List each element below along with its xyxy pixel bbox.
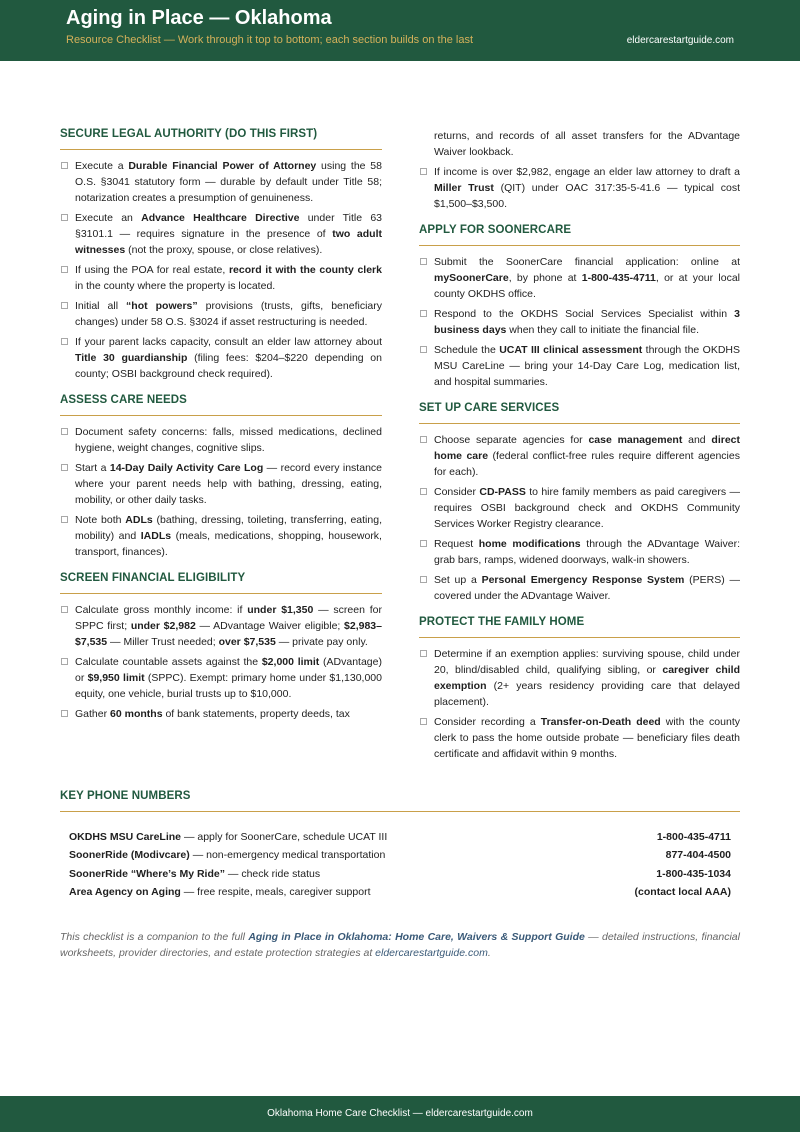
checklist-item[interactable]: Request home modifications through the ADvantage Waiver: grab bars, ramps, widened doorways, walk-in showers.	[419, 536, 740, 568]
section-care-services	[419, 402, 740, 604]
checkbox[interactable]	[61, 302, 68, 309]
checklist-item[interactable]: Respond to the OKDHS Social Services Specialist within 3 business days when they call to initiate the financial file.	[419, 306, 740, 338]
section-financial	[60, 572, 382, 722]
checkbox[interactable]	[61, 214, 68, 221]
page-subtitle: Resource Checklist — Work through it top to bottom; each section builds on the last	[66, 34, 473, 46]
section-care-needs	[60, 394, 382, 560]
checklist-item[interactable]: Choose separate agencies for case management and direct home care (federal conflict-free rules require different agencies for each).	[419, 432, 740, 480]
phone-number: (contact local AAA)	[634, 886, 731, 899]
phone-row	[60, 883, 740, 901]
checklist-item[interactable]: If your parent lacks capacity, consult an elder law attorney about Title 30 guardianship (filing fees: $204–$220 depending on county; OSBI background check required).	[60, 334, 382, 382]
checkbox[interactable]	[420, 258, 427, 265]
checkbox[interactable]	[420, 488, 427, 495]
checkbox[interactable]	[420, 436, 427, 443]
footer-text: Oklahoma Home Care Checklist — eldercarestartguide.com	[267, 1108, 533, 1119]
phone-row	[60, 865, 740, 883]
checkbox[interactable]	[61, 658, 68, 665]
phone-row	[60, 828, 740, 846]
checklist-item[interactable]: If income is over $2,982, engage an elder law attorney to draft a Miller Trust (QIT) under OAC 317:35-5-41.6 — typical cost $1,500–$3,500.	[419, 164, 740, 212]
checkbox[interactable]	[61, 338, 68, 345]
checkbox[interactable]	[420, 650, 427, 657]
phone-number[interactable]: 877-404-4500	[665, 849, 731, 862]
checklist-item[interactable]: Calculate countable assets against the $2,000 limit (ADvantage) or $9,950 limit (SPPC). Exempt: primary home under $1,130,000 equity, one vehicle, burial trusts up to $10,000.	[60, 654, 382, 702]
section-soonercare	[419, 224, 740, 390]
checklist-item[interactable]: Document safety concerns: falls, missed medications, declined hygiene, weight changes, cognitive slips.	[60, 424, 382, 456]
phone-description: SoonerRide “Where’s My Ride” — check ride status	[69, 867, 321, 880]
checklist-item[interactable]: Note both ADLs (bathing, dressing, toileting, transferring, eating, mobility) and IADLs (meals, medications, shopping, housework, transport, finances).	[60, 512, 382, 560]
header-site-link[interactable]: eldercarestartguide.com	[626, 35, 734, 46]
checklist-item-continuation: returns, and records of all asset transfers for the ADvantage Waiver lookback.	[434, 130, 740, 158]
checklist-item[interactable]: Calculate gross monthly income: if under $1,350 — screen for SPPC first; under $2,982 — ADvantage Waiver eligible; $2,983–$7,535 — Miller Trust needed; over $7,535 — private pay only.	[60, 602, 382, 650]
checkbox[interactable]	[61, 606, 68, 613]
checklist-item[interactable]: Submit the SoonerCare financial application: online at mySoonerCare, by phone at 1-800-435-4711, or at your local county OKDHS office.	[419, 254, 740, 302]
phone-description: SoonerRide (Modivcare) — non-emergency medical transportation	[69, 849, 386, 862]
checkbox[interactable]	[61, 464, 68, 471]
checkbox[interactable]	[420, 346, 427, 353]
checklist-item[interactable]: Start a 14-Day Daily Activity Care Log — record every instance where your parent needs help with bathing, dressing, eating, mobility, or other daily tasks.	[60, 460, 382, 508]
right-column	[419, 128, 740, 774]
left-column	[60, 128, 382, 734]
checklist-item[interactable]: Set up a Personal Emergency Response System (PERS) — covered under the ADvantage Waiver.	[419, 572, 740, 604]
checklist-item[interactable]: Determine if an exemption applies: surviving spouse, child under 20, blind/disabled child, qualifying sibling, or caregiver child exemption (2+ years residency providing care that delayed placement).	[419, 646, 740, 710]
checkbox[interactable]	[420, 310, 427, 317]
checkbox[interactable]	[61, 516, 68, 523]
section-title: ASSESS CARE NEEDS	[60, 394, 382, 416]
checkbox[interactable]	[420, 718, 427, 725]
section-legal	[60, 128, 382, 382]
phone-description: Area Agency on Aging — free respite, meals, caregiver support	[69, 886, 371, 899]
checkbox[interactable]	[420, 540, 427, 547]
checkbox[interactable]	[61, 428, 68, 435]
phone-description: OKDHS MSU CareLine — apply for SoonerCare, schedule UCAT III	[69, 831, 388, 843]
phone-row	[60, 846, 740, 864]
checklist-item[interactable]: Gather 60 months of bank statements, property deeds, tax	[60, 706, 382, 722]
section-title: SCREEN FINANCIAL ELIGIBILITY	[60, 572, 382, 594]
section-title: KEY PHONE NUMBERS	[60, 790, 740, 812]
checklist-item[interactable]: Initial all “hot powers” provisions (trusts, gifts, beneficiary changes) under 58 O.S. §3024 if asset restructuring is needed.	[60, 298, 382, 330]
page-title: Aging in Place — Oklahoma	[66, 7, 332, 29]
key-phone-numbers	[60, 790, 740, 902]
checkbox[interactable]	[61, 162, 68, 169]
checkbox[interactable]	[61, 710, 68, 717]
section-title: APPLY FOR SOONERCARE	[419, 224, 740, 246]
companion-note: This checklist is a companion to the full Aging in Place in Oklahoma: Home Care, Waivers & Support Guide — detailed instructions, financial worksheets, provider directories, and estate protection strategies at eldercarestartguide.com.	[60, 931, 740, 959]
checkbox[interactable]	[61, 266, 68, 273]
phone-number[interactable]: 1-800-435-4711	[656, 831, 731, 843]
section-title: PROTECT THE FAMILY HOME	[419, 616, 740, 638]
checkbox[interactable]	[420, 576, 427, 583]
checklist-item[interactable]: Schedule the UCAT III clinical assessment through the OKDHS MSU CareLine — bring your 14-Day Care Log, medication list, and hospital summaries.	[419, 342, 740, 390]
page-footer	[0, 1096, 800, 1132]
section-title: SECURE LEGAL AUTHORITY (DO THIS FIRST)	[60, 128, 382, 150]
section-family-home	[419, 616, 740, 762]
section-financial-continued	[419, 128, 740, 212]
checklist-item[interactable]: Consider CD-PASS to hire family members as paid caregivers — requires OSBI background check and OKDHS Community Services Worker Registry clearance.	[419, 484, 740, 532]
guide-title-link[interactable]: Aging in Place in Oklahoma: Home Care, Waivers & Support Guide	[248, 931, 585, 943]
guide-url-link[interactable]: eldercarestartguide.com	[375, 947, 488, 959]
section-title: SET UP CARE SERVICES	[419, 402, 740, 424]
page-header	[0, 0, 800, 61]
checklist-item[interactable]: If using the POA for real estate, record it with the county clerk in the county where the property is located.	[60, 262, 382, 294]
checklist-item[interactable]: Consider recording a Transfer-on-Death deed with the county clerk to pass the home outside probate — beneficiary files death certificate and affidavit within 9 months.	[419, 714, 740, 762]
checklist-item[interactable]: Execute an Advance Healthcare Directive under Title 63 §3101.1 — requires signature in the presence of two adult witnesses (not the proxy, spouse, or close relatives).	[60, 210, 382, 258]
phone-number[interactable]: 1-800-435-1034	[656, 867, 731, 880]
checklist-item[interactable]: Execute a Durable Financial Power of Attorney using the 58 O.S. §3041 statutory form — durable by default under Title 58; notarization creates a presumption of genuineness.	[60, 158, 382, 206]
checkbox[interactable]	[420, 168, 427, 175]
